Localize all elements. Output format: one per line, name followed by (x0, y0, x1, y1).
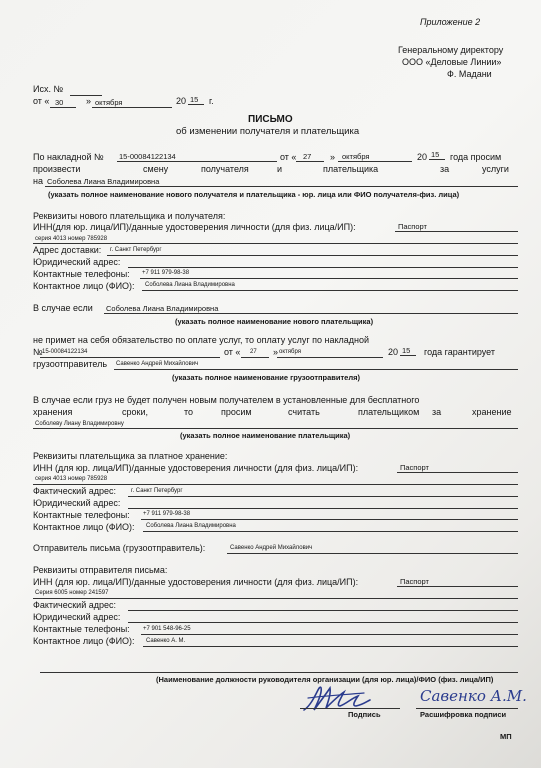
storage-payer-doc-number: серия 4013 номер 785928 (35, 476, 108, 482)
shipper-hint: (указать полное наименование грузоотправителя) (172, 373, 360, 382)
storage-payer-inn-label: ИНН (для юр. лица/ИП)/данные удостоверения личности (для физ. лица/ИП): (33, 463, 359, 473)
storage-word-1: хранения (33, 407, 73, 417)
if-case-year-prefix: 20 (388, 347, 399, 357)
delivery-address: г. Санкт Петербург (110, 247, 162, 253)
request-word-2: смену (143, 164, 169, 174)
storage-word-7: за (432, 407, 442, 417)
new-party-name: Соболева Лиана Владимировна (47, 177, 160, 186)
outgoing-year: 15 (190, 95, 199, 104)
waybill-quote: » (330, 152, 336, 162)
sender-actual-address-line (128, 610, 518, 611)
contact-value: Соболева Лиана Владимировна (145, 282, 235, 288)
shipper-label: грузоотправитель (33, 359, 108, 369)
sender-contact-line (143, 646, 518, 647)
letter-sender-line (227, 553, 518, 554)
waybill-number: 15-00084122134 (119, 152, 176, 161)
waybill-day-line (296, 161, 324, 162)
outgoing-year-suffix: г. (209, 96, 214, 106)
letter-title: ПИСЬМО (248, 114, 293, 125)
if-case-waybill: 15-00084122134 (42, 349, 88, 355)
waybill-date-label: от « (280, 152, 297, 162)
if-case-name: Соболева Лиана Владимировна (106, 304, 219, 313)
stamp-place-label: МП (500, 732, 512, 741)
phones-label: Контактные телефоны: (33, 269, 130, 279)
new-party-line (45, 186, 518, 187)
if-case-hint: (указать полное наименование нового плательщика) (175, 317, 374, 326)
if-case-guarantee: года гарантирует (424, 347, 496, 357)
position-line (40, 672, 518, 673)
phones-line (140, 278, 518, 279)
request-na: на (33, 176, 43, 186)
request-text: года просим (450, 152, 502, 162)
waybill-year-prefix: 20 (417, 152, 428, 162)
legal-address-label: Юридический адрес: (33, 257, 121, 267)
new-party-hint: (указать полное наименование нового получателя и плательщика - юр. лица или ФИО получателя-физ. лица) (48, 190, 460, 199)
request-word-5: плательщика (323, 164, 379, 174)
outgoing-number-label: Исх. № (33, 84, 64, 94)
outgoing-year-line (188, 104, 204, 105)
waybill-label: По накладной № (33, 152, 104, 162)
sender-phones-label: Контактные телефоны: (33, 624, 130, 634)
delivery-address-line (107, 255, 518, 256)
waybill-year: 15 (431, 150, 440, 159)
storage-legal-address-line (128, 508, 518, 509)
outgoing-month-line (92, 107, 172, 108)
sender-legal-address-label: Юридический адрес: (33, 612, 121, 622)
waybill-month: октября (342, 152, 370, 161)
storage-text-1: В случае если груз не будет получен новым получателем в установленные для бесплатного (33, 395, 420, 405)
sender-doc-number-line (33, 598, 518, 599)
storage-word-8: хранение (472, 407, 512, 417)
storage-phones-line (141, 519, 518, 520)
sender-contact: Савенко А. М. (146, 638, 186, 644)
waybill-year-line (429, 159, 445, 160)
new-payer-doc-number: серия 4013 номер 785928 (35, 236, 108, 242)
outgoing-day-line (50, 107, 76, 108)
request-word-1: произвести (33, 164, 81, 174)
storage-phones: +7 911 979-98-38 (143, 511, 191, 517)
sender-actual-address-label: Фактический адрес: (33, 600, 116, 610)
storage-contact: Соболева Лиана Владимировна (146, 523, 236, 529)
storage-word-3: то (184, 407, 194, 417)
storage-payer-line (33, 428, 518, 429)
if-case-day-line (241, 357, 269, 358)
new-payer-doc-line (395, 231, 518, 232)
outgoing-month: октября (95, 98, 123, 107)
if-case-day: 27 (250, 349, 257, 355)
request-word-4: и (277, 164, 283, 174)
shipper-line (114, 369, 518, 370)
outgoing-year-prefix: 20 (176, 96, 187, 106)
appendix-label: Приложение 2 (420, 17, 481, 27)
if-case-month-line (277, 357, 383, 358)
letter-sender-label: Отправитель письма (грузоотправитель): (33, 543, 206, 553)
storage-actual-address: г. Санкт Петербург (131, 488, 183, 494)
sender-phones-line (141, 634, 518, 635)
storage-payer-doc: Паспорт (400, 463, 429, 472)
sender-doc-number: Серия 6005 номер 241597 (35, 590, 109, 596)
addressee-position: Генеральному директору (398, 45, 504, 55)
sender-contact-label: Контактное лицо (ФИО): (33, 636, 135, 646)
signature-label: Подпись (348, 710, 381, 719)
storage-contact-line (143, 531, 518, 532)
sender-phones: +7 901 548-96-25 (143, 626, 191, 632)
delivery-address-label: Адрес доставки: (33, 245, 102, 255)
contact-label: Контактное лицо (ФИО): (33, 281, 135, 291)
letter-sender-name: Савенко Андрей Михайлович (230, 545, 313, 551)
sender-legal-address-line (128, 622, 518, 623)
phones-value: +7 911 979-98-38 (142, 270, 190, 276)
addressee-company: ООО «Деловые Линии» (402, 57, 502, 67)
addressee-name: Ф. Мадани (447, 69, 492, 79)
storage-payer-doc-line (397, 472, 518, 473)
sender-doc-line (397, 586, 518, 587)
position-hint: (Наименование должности руководителя организации (для юр. лица)/ФИО (физ. лица/ИП) (156, 675, 494, 684)
sender-inn-label: ИНН (для юр. лица/ИП)/данные удостоверения личности (для физ. лица/ИП): (33, 577, 359, 587)
new-payer-heading: Реквизиты нового плательщика и получателя: (33, 211, 226, 221)
request-word-7: услуги (482, 164, 509, 174)
new-payer-inn-label: ИНН(для юр. лица/ИП)/данные удостоверения личности (для физ. лица/ИП): (33, 222, 356, 232)
shipper-name: Савенко Андрей Михайлович (116, 361, 199, 367)
storage-word-5: считать (288, 407, 320, 417)
storage-word-4: просим (221, 407, 252, 417)
if-case-label: В случае если (33, 303, 93, 313)
storage-contact-label: Контактное лицо (ФИО): (33, 522, 135, 532)
handwritten-decode: Савенко А.М. (420, 687, 527, 705)
decode-label: Расшифровка подписи (420, 710, 507, 719)
outgoing-day: 30 (55, 98, 64, 107)
waybill-line (117, 161, 277, 162)
storage-word-2: сроки, (122, 407, 148, 417)
sender-doc: Паспорт (400, 577, 429, 586)
storage-phones-label: Контактные телефоны: (33, 510, 130, 520)
if-case-year-line (400, 355, 416, 356)
request-word-6: за (440, 164, 450, 174)
request-word-3: получателя (201, 164, 249, 174)
if-case-month: октября (279, 349, 301, 355)
storage-payer-doc-number-line (33, 484, 518, 485)
letter-subtitle: об изменении получателя и плательщика (176, 126, 360, 137)
if-case-date-label: от « (224, 347, 241, 357)
if-case-quote: » (273, 347, 279, 357)
sender-details-heading: Реквизиты отправителя письма: (33, 565, 168, 575)
storage-actual-address-label: Фактический адрес: (33, 486, 116, 496)
if-case-no-label: № (33, 347, 43, 357)
legal-address-line (128, 267, 518, 268)
storage-word-6: плательщиком (358, 407, 420, 417)
outgoing-quote: » (86, 96, 92, 106)
storage-actual-address-line (128, 496, 518, 497)
new-payer-doc: Паспорт (398, 222, 427, 231)
contact-line (142, 290, 518, 291)
storage-legal-address-label: Юридический адрес: (33, 498, 121, 508)
outgoing-date-label: от « (33, 96, 50, 106)
if-case-year: 15 (402, 346, 411, 355)
new-payer-doc-number-line (33, 243, 518, 244)
if-case-text: не примет на себя обязательство по оплате услуг, то оплату услуг по накладной (33, 335, 370, 345)
storage-payer-heading: Реквизиты плательщика за платное хранение: (33, 451, 228, 461)
storage-payer-name: Соболеву Лиану Владимировну (35, 421, 124, 427)
waybill-day: 27 (303, 152, 312, 161)
storage-payer-hint: (указать полное наименование плательщика) (180, 431, 351, 440)
if-case-waybill-line (40, 357, 220, 358)
waybill-month-line (338, 161, 412, 162)
if-case-line (104, 313, 518, 314)
